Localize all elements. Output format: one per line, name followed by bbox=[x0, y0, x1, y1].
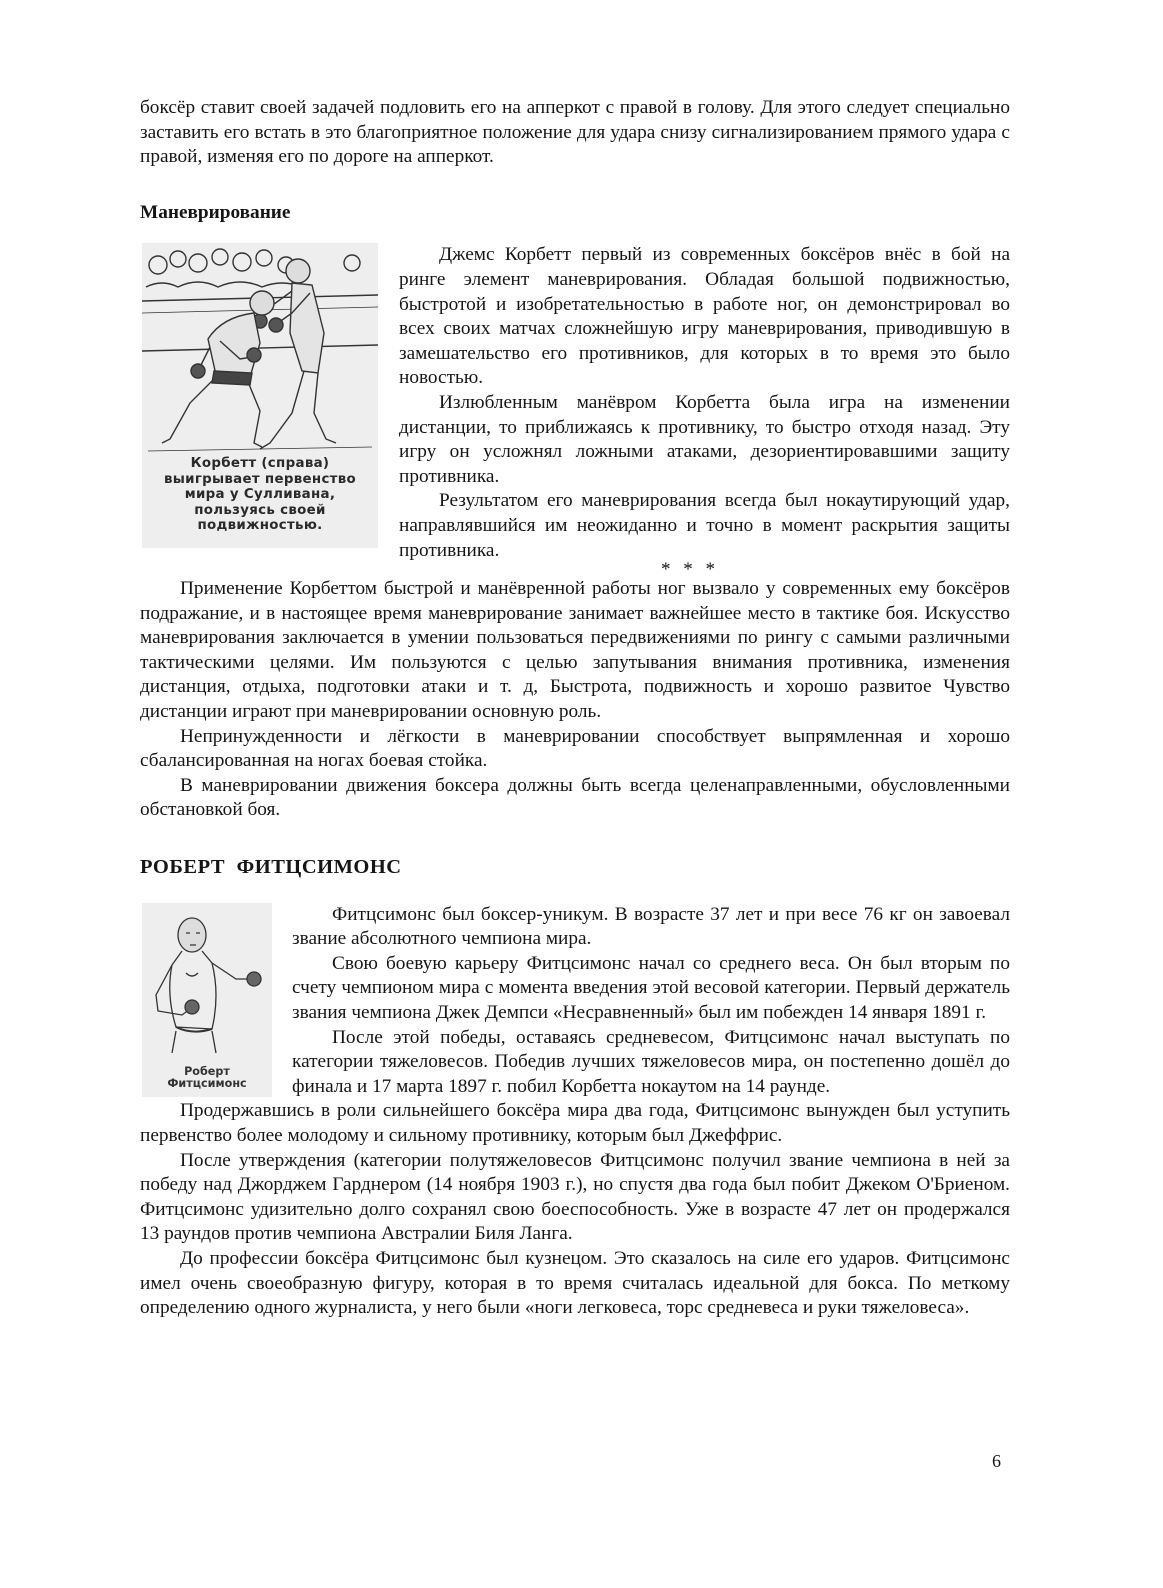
fitzsimmons-caption-line: Роберт bbox=[184, 1064, 230, 1078]
maneuvering-paragraph: Излюбленным манёвром Корбетта была игра на изменении дистанции, то приближаясь к противнику, то быстро отходя назад. Эту игру он усложнял ложными атаками, дезориентировавшими защиту противника. bbox=[399, 391, 1010, 487]
fitzsimmons-paragraph: Свою боевую карьеру Фитцсимонс начал со среднего веса. Он был вторым по счету чемпионом мира с момента введения этой весовой категории. Первый держатель звания чемпиона Джек Демпси «Несравненный» был им побежден 14 января 1891 г. bbox=[292, 952, 1010, 1023]
fitzsimmons-figure-caption bbox=[144, 1066, 270, 1091]
fitzsimmons-heading: РОБЕРТ ФИТЦСИМОНС bbox=[140, 856, 402, 879]
fitzsimmons-figure bbox=[142, 903, 272, 1097]
page-number: 6 bbox=[992, 1451, 1001, 1471]
page-content bbox=[140, 96, 1010, 1321]
maneuvering-paragraph: В маневрировании движения боксера должны быть всегда целенаправленными, обусловленными обстановкой боя. bbox=[140, 774, 1010, 821]
maneuvering-paragraph: Результатом его маневрирования всегда был нокаутирующий удар, направлявшийся им неожиданно и точно в момент раскрытия защиты противника. bbox=[399, 490, 1010, 561]
fitzsimmons-paragraph: После утверждения (категории полутяжеловесов Фитцсимонс получил звание чемпиона в ней за победу над Джорджем Гарднером (14 ноября 1903 г.), но спустя два года был побит Джеком О'Бриеном. Фитцсимонс удизительно долго сохранял свою боеспособность. Уже в возрасте 47 лет он продержался 13 раундов против чемпиона Австралии Биля Ланга. bbox=[140, 1149, 1010, 1245]
fitzsimmons-paragraph: Фитцсимонс был боксер-уникум. В возрасте 37 лет и при весе 76 кг он завоевал звание абсолютного чемпиона мира. bbox=[292, 903, 1010, 950]
maneuvering-paragraph: Применение Корбеттом быстрой и манёвренной работы ног вызвало у современных ему боксёров подражание, и в настоящее время маневрирование занимает важнейшее место в тактике боя. Искусство маневрирования заключается в умении пользоваться передвижениями по рингу с самыми различными тактическими целями. Им пользуются с целью запутывания внимания противника, изменения дистанция, отдыха, подготовки атаки и т. д, Быстрота, подвижность и хорошо развитое Чувство дистанции играют при маневрировании основную роль. bbox=[140, 578, 1010, 723]
maneuvering-paragraph: Непринужденности и лёгкости в маневрировании способствует выпрямленная и хорошо сбалансированная на ногах боевая стойка. bbox=[140, 725, 1010, 772]
corbett-figure-caption: Корбетт (справа) выигрывает первенство мира у Сулливана, пользуясь своей подвижностью. bbox=[163, 456, 357, 533]
corbett-sullivan-figure bbox=[142, 243, 378, 548]
fitzsimmons-section bbox=[140, 903, 1010, 1321]
maneuvering-heading: Маневрирование bbox=[140, 201, 291, 223]
maneuvering-section bbox=[140, 243, 1010, 581]
intro-paragraph: боксёр ставит своей задачей подловить его на апперкот с правой в голову. Для этого следует специально заставить его встать в это благоприятное положение для удара снизу сигнализированием прямого удара с правой, изменяя его по дороге на апперкот. bbox=[140, 97, 1010, 168]
fitzsimmons-paragraph: Продержавшись в роли сильнейшего боксёра мира два года, Фитцсимонс вынужден был уступить первенство более молодому и сильному противнику, которым был Джеффрис. bbox=[140, 1100, 1010, 1146]
fitzsimmons-paragraph: После этой победы, оставаясь средневесом, Фитцсимонс начал выступать по категории тяжеловесов. Победив лучших тяжеловесов мира, он постепенно дошёл до финала и 17 марта 1897 г. побил Корбетта нокаутом на 14 раунде. bbox=[292, 1026, 1010, 1097]
maneuvering-paragraph: Джемс Корбетт первый из современных боксёров внёс в бой на ринге элемент маневрирования. Обладая большой подвижностью, быстротой и изобретательностью в работе ног, он демонстрировал во всех своих матчах сложнейшую игру маневрирования, приводившую в замешательство его противников, для которых в то время это было новостью. bbox=[399, 244, 1010, 389]
fitzsimmons-paragraph: До профессии боксёра Фитцсимонс был кузнецом. Это сказалось на силе его ударов. Фитцсимонс имел очень своеобразную фигуру, которая в то время считалась идеальной для бокса. По меткому определению одного журналиста, у него были «ноги легковеса, торс средневеса и руки тяжеловеса». bbox=[140, 1247, 1010, 1319]
section-separator: * * * bbox=[661, 559, 719, 581]
fitzsimmons-caption-line: Фитцсимонс bbox=[167, 1077, 247, 1091]
